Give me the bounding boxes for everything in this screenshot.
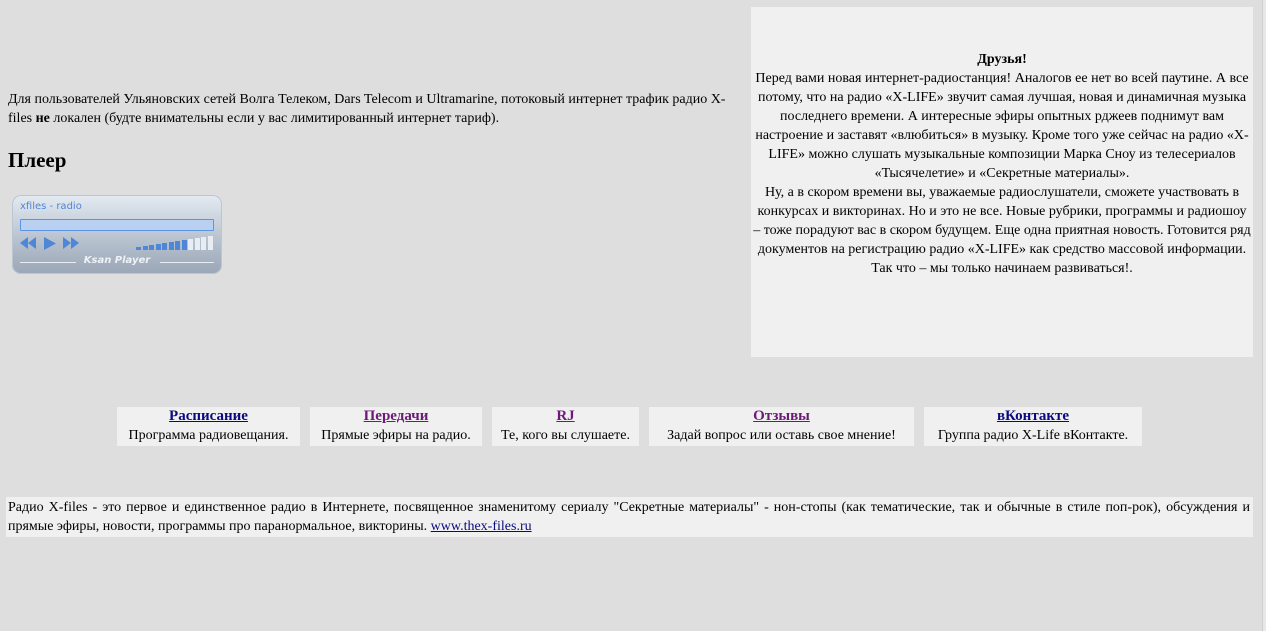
nav-desc-programs: Прямые эфиры на радио. (321, 428, 471, 443)
nav-link-reviews[interactable]: Отзывы (753, 408, 810, 424)
nav-link-vkontakte[interactable]: вКонтакте (996, 408, 1070, 424)
volume-segment (169, 242, 174, 250)
player-brand-label: Ksan Player (83, 255, 151, 266)
play-icon[interactable] (42, 236, 58, 250)
volume-segment (201, 237, 206, 250)
nav-desc-reviews: Задай вопрос или оставь свое мнение! (667, 428, 896, 443)
nav-schedule (117, 407, 300, 446)
footer-text: Радио X-files - это первое и единственное радио в Интернете, посвященное знаменитому сериалу "Секретные материалы" - нон-стопы (как тематические, так и обычные в стиле поп-рок), обсуждения и прямые эфиры, новости, программы про паранормальное, викторины. (8, 500, 1250, 534)
nav-desc-rj: Те, кого вы слушаете. (501, 428, 630, 443)
nav-link-schedule[interactable]: Расписание (169, 408, 248, 424)
nav-desc-schedule: Программа радиовещания. (128, 428, 289, 443)
nav-link-programs[interactable]: Передачи (363, 408, 429, 424)
volume-segment (208, 236, 213, 250)
nav-reviews (649, 407, 914, 446)
volume-segment (182, 240, 187, 250)
friends-paragraph-2: Ну, а в скором времени вы, уважаемые радиослушатели, сможете участвовать в конкурсах и викторинах. Но и это не все. Новые рубрики, программы и радиошоу – тоже порадуют вас в скором будущем. Еще одна приятная новость. Готовится ряд документов на регистрацию радио «X-LIFE» как средство массовой информации. Так что – мы только начинаем развиваться!. (753, 185, 1251, 276)
nav-vkontakte (924, 407, 1142, 446)
volume-segment (175, 241, 180, 250)
volume-slider[interactable] (136, 235, 216, 250)
intro-text-after: локален (будте внимательны если у вас лимитированный интернет тариф). (49, 111, 500, 126)
intro-text-before: Для пользователей Ульяновских сетей Волга Телеком, Dars Telecom и Ultramarine, потоковый интернет трафик радио X-files (8, 92, 726, 126)
friends-paragraph-1: Перед вами новая интернет-радиостанция! Аналогов ее нет во всей паутине. А все потому, что на радио «X-LIFE» звучит самая лучшая, новая и динамичная музыка последнего времени. А интересные эфиры опытных рджеев поднимут вам настроение и заставят «влюбиться» в музыку. Кроме того уже сейчас на радио «X-LIFE» можно слушать музыкальные композиции Марка Сноу из телесериалов «Тысячелетие» и «Секретные материалы». (755, 71, 1249, 181)
volume-segment (156, 244, 161, 250)
volume-segment (136, 247, 141, 250)
volume-segment (143, 246, 148, 250)
friends-message-box (751, 7, 1253, 357)
volume-segment (188, 239, 193, 250)
nav-link-rj[interactable]: RJ (556, 408, 575, 424)
intro-bold-word: не (35, 111, 50, 126)
footer-site-link[interactable]: www.thex-files.ru (430, 519, 532, 534)
nav-desc-vkontakte: Группа радио X-Life вКонтакте. (937, 428, 1129, 443)
rewind-icon[interactable] (20, 236, 36, 250)
volume-segment (162, 243, 167, 250)
player-progress-bar[interactable] (20, 219, 214, 231)
volume-segment (149, 245, 154, 250)
footer-description (6, 497, 1253, 537)
page-scrollbar[interactable] (1262, 0, 1266, 631)
nav-rj (492, 407, 639, 446)
player-heading: Плеер (8, 148, 67, 172)
friends-title: Друзья! (977, 52, 1027, 67)
fast-forward-icon[interactable] (63, 236, 79, 250)
volume-segment (195, 238, 200, 250)
nav-programs (310, 407, 482, 446)
player-station-title: xfiles - radio (20, 201, 82, 212)
intro-text (8, 90, 728, 128)
audio-player (12, 195, 222, 274)
